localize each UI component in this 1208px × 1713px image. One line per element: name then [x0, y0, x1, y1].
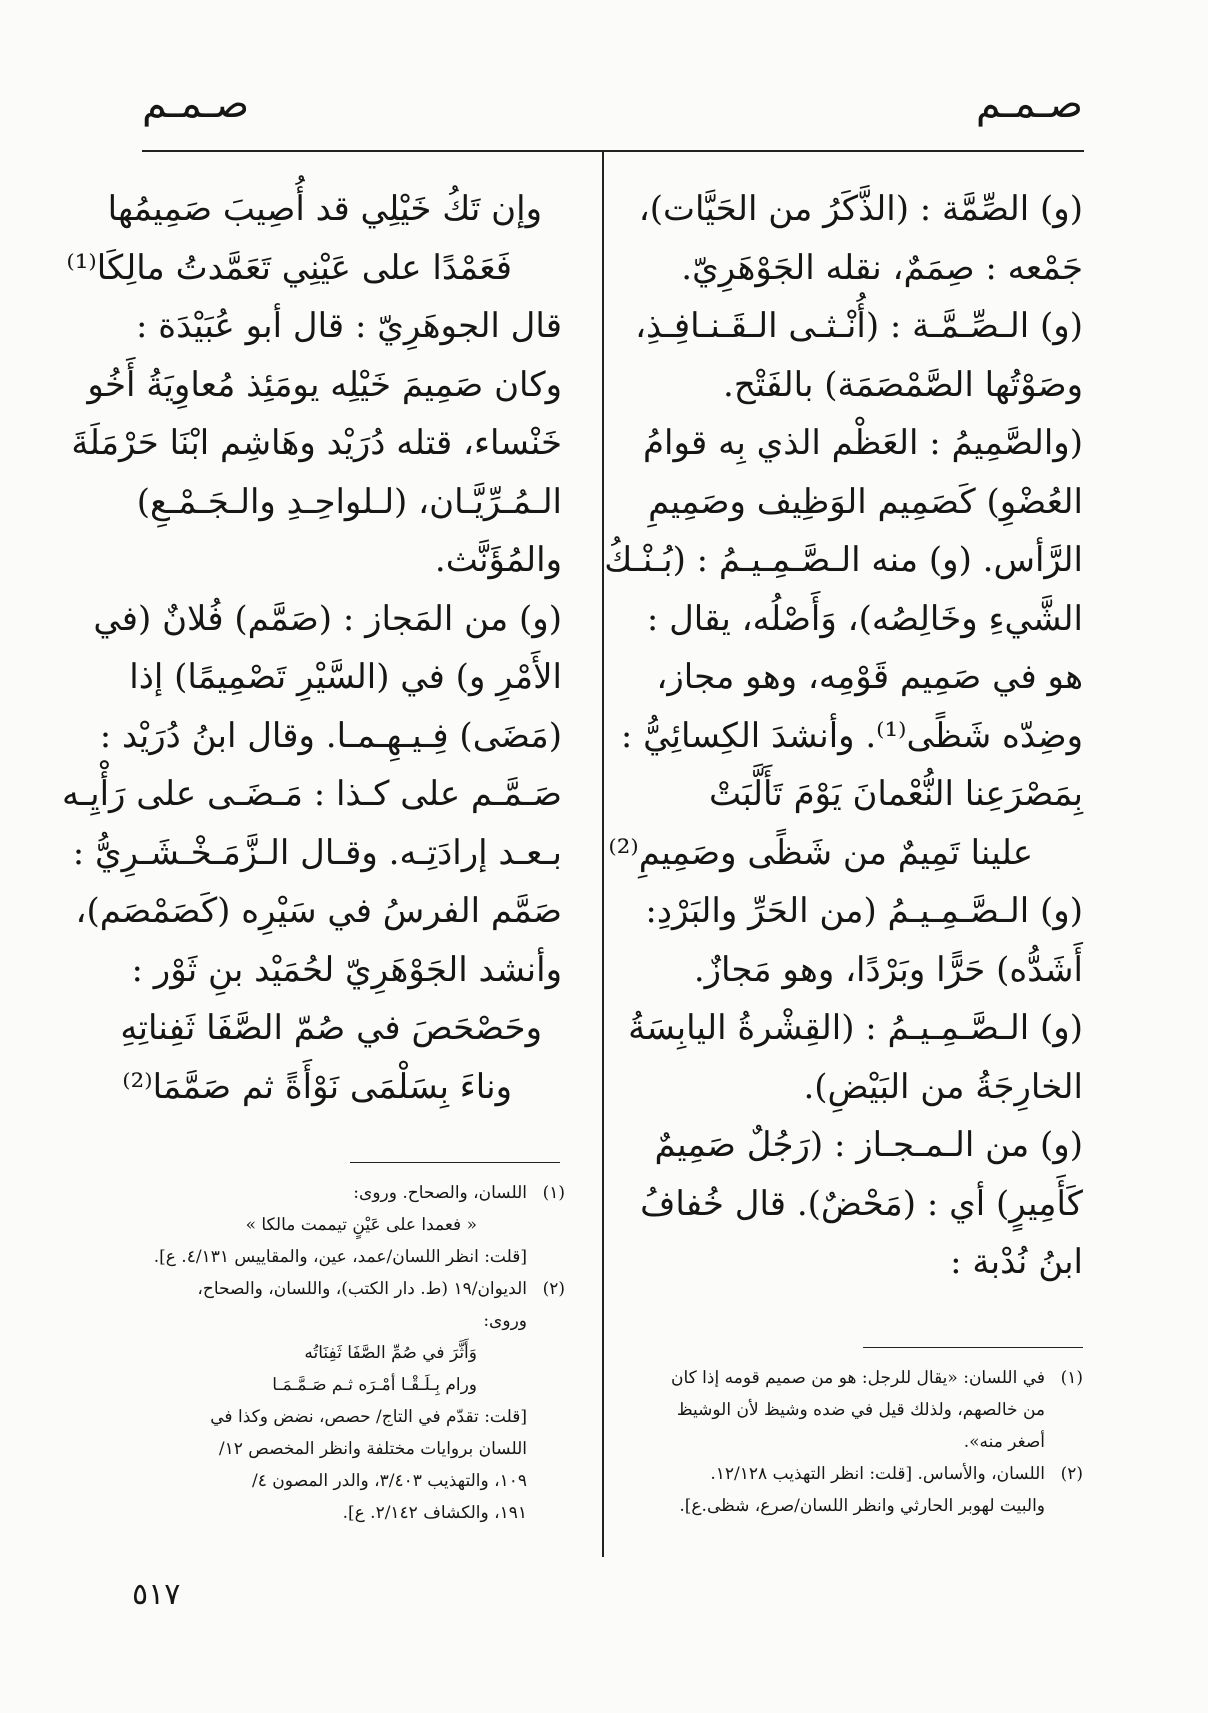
text-line: والمُؤَنَّث. [434, 540, 562, 580]
footnote-line: في اللسان: «يقال للرجل: هو من صميم قومه إذا كان [671, 1368, 1045, 1388]
footnote-line: الديوان/١٩ (ط. دار الكتب)، واللسان، والصحاح، [197, 1279, 527, 1299]
footnote-line: أصغر منه». [963, 1432, 1045, 1452]
footnote-line: وروى: [483, 1311, 527, 1331]
footnote-line: من خالصهم، ولذلك قيل في ضده وشيظ لأن الوشيظ [676, 1400, 1045, 1420]
text-line: (و) من الـمـجـاز : (رَجُلٌ صَمِيمٌ [654, 1125, 1083, 1165]
text-line: جَمْعه : صِمَمٌ، نقله الجَوْهَرِيّ. [681, 247, 1083, 288]
footnote-line: ١٠٩، والتهذيب ٣/٤٠٣، والدر المصون ٤/ [252, 1471, 527, 1491]
footnotes-left [140, 1177, 565, 1529]
verse-line: وناءَ بِسَلْمَى نَوْأَةً ثم صَمَّمَا⁽²⁾ [122, 1066, 512, 1107]
text-line: خَنْساء، قتله دُرَيْد وهَاشِم ابْنَا حَرْمَلَةَ [71, 423, 562, 463]
footnote [638, 1362, 1083, 1458]
footnote-number: (٢) [1060, 1464, 1083, 1484]
text-line: صَـمَّـم على كـذا : مَـضَـى على رَأْيِـه [61, 774, 562, 814]
text-line: (و) الصِّمَّة : (الذَّكَرُ من الحَيَّات)، [638, 189, 1083, 229]
running-header-right: صـمـم [975, 81, 1083, 127]
verse-line: علينا تَمِيمٌ من شَظًى وصَمِيمِ⁽²⁾ [608, 832, 1033, 873]
right-column [604, 180, 1083, 1292]
text-line: ابنُ نُدْبة : [950, 1242, 1083, 1282]
text-line: وصَوْتُها الصَّمْصَمَة) بالفَتْح. [723, 364, 1083, 405]
footnote-line: اللسان، والأساس. [قلت: انظر التهذيب ١٢/١٢٨. [710, 1464, 1045, 1484]
text-line: بـعـد إرادَتِـه. وقـال الـزَّمَـخْـشَـرِيُّ : [72, 832, 562, 873]
footnote-line: اللسان بروايات مختلفة وانظر المخصص ١٢/ [218, 1439, 527, 1459]
text-line: صَمَّم الفرسُ في سَيْرِه (كَصَمْصَم)، [75, 891, 562, 931]
footnote-line: [قلت: تقدّم في التاج/ حصص، نضض وكذا في [210, 1407, 527, 1427]
text-line: (و) الـصِّـمَّـة : (أُنْـثـى الـقَـنـافِـذِ، [635, 306, 1083, 346]
text-line: الـمُـرِّيَّـان، (لـلواحِـدِ والـجَـمْـعِ) [136, 481, 562, 522]
footnote-line: ١٩١، والكشاف ٢/١٤٢. ع]. [342, 1503, 527, 1523]
text-line: (مَضَى) فِـيـهِـمـا. وقال ابنُ دُرَيْد : [99, 715, 562, 756]
text-line: الشَّيءِ وخَالِصُه)، وَأَصْلُه، يقال : [646, 598, 1083, 639]
verse-line: بِمَصْرَعِنا النُّعْمانَ يَوْمَ تَأَلَّبَتْ [708, 774, 1083, 814]
text-line: (والصَّمِيمُ : العَظْم الذي بِه قوامُ [642, 423, 1083, 463]
text-line: الأَمْرِ و) في (السَّيْرِ تَصْمِيمًا) إذا [129, 657, 562, 697]
verse-line: وإن تَكُ خَيْلِي قد أُصِيبَ صَمِيمُها [107, 189, 542, 229]
footnote-number: (١) [1060, 1368, 1083, 1388]
verse-line: فَعَمْدًا على عَيْنِي تَعَمَّدتُ مالِكَا⁽¹⁾ [66, 247, 512, 288]
footnote-line: والبيت لهوبر الحارثي وانظر اللسان/صرع، شظى.ع]. [679, 1496, 1045, 1516]
text-line: وأنشد الجَوْهَرِيّ لحُمَيْد بنِ ثَوْر : [131, 949, 562, 990]
text-line: (و) الـصَّـمِـيـمُ : (القِشْرةُ اليابِسَةُ [628, 1008, 1083, 1048]
running-header-left: صـمـم [142, 81, 250, 127]
text-line: كَأَمِيرٍ) أي : (مَحْضٌ). قال خُفافُ [640, 1183, 1083, 1224]
footnote-verse-line: وَأَثَّرَ في صُمِّ الصَّفَا ثَفِنَاتُه [304, 1343, 477, 1363]
text-line: الرَّأس. (و) منه الـصَّـمِـيـمُ : (بُـنْـكُ [604, 540, 1083, 580]
footnote-number: (٢) [542, 1279, 565, 1299]
footnote-line: اللسان، والصحاح. وروى: [353, 1183, 527, 1203]
page-number: ٥١٧ [132, 1577, 181, 1612]
left-column [61, 180, 562, 1116]
footnote-line: « فعمدا على عَيْنٍ تيممت مالكا » [245, 1215, 477, 1235]
footnote-rule [863, 1347, 1083, 1348]
column-divider [602, 152, 604, 1557]
footnote [638, 1458, 1083, 1522]
text-line: (و) الـصَّـمِـيـمُ (من الحَرِّ والبَرْدِ: [645, 891, 1083, 931]
text-line: هو في صَمِيم قَوْمِه، وهو مجاز، [656, 657, 1083, 697]
footnote [140, 1273, 565, 1529]
footnote-rule [350, 1162, 560, 1163]
text-line: وكان صَمِيمَ خَيْلِه يومَئِذ مُعاوِيَةُ أَخُو [87, 364, 562, 405]
footnotes-right [638, 1362, 1083, 1522]
text-line: العُضْوِ) كَصَمِيم الوَظِيف وصَمِيمِ [648, 481, 1083, 522]
text-line: قال الجوهَرِيّ : قال أبو عُبَيْدَة : [136, 306, 562, 346]
verse-line: وحَصْحَصَ في صُمّ الصَّفَا ثَفِناتِهِ [120, 1008, 542, 1048]
footnote-line: [قلت: انظر اللسان/عمد، عين، والمقاييس ٤/١٣١. ع]. [153, 1247, 527, 1267]
text-line: وضِدّه شَظًى⁽¹⁾. وأنشدَ الكِسائِيُّ : [620, 715, 1083, 756]
footnote [140, 1177, 565, 1273]
text-line: (و) من المَجاز : (صَمَّم) فُلانٌ (في [93, 598, 562, 639]
text-line: أَشَدُّه) حَرًّا وبَرْدًا، وهو مَجازٌ. [693, 949, 1083, 990]
header-rule [142, 150, 1084, 152]
footnote-verse-line: ورام بِـلَـقْـا أمْـرَه ثـم صَـمَّـمَـا [272, 1375, 477, 1395]
text-line: الخارِجَةُ من البَيْضِ). [803, 1066, 1083, 1107]
footnote-number: (١) [542, 1183, 565, 1203]
